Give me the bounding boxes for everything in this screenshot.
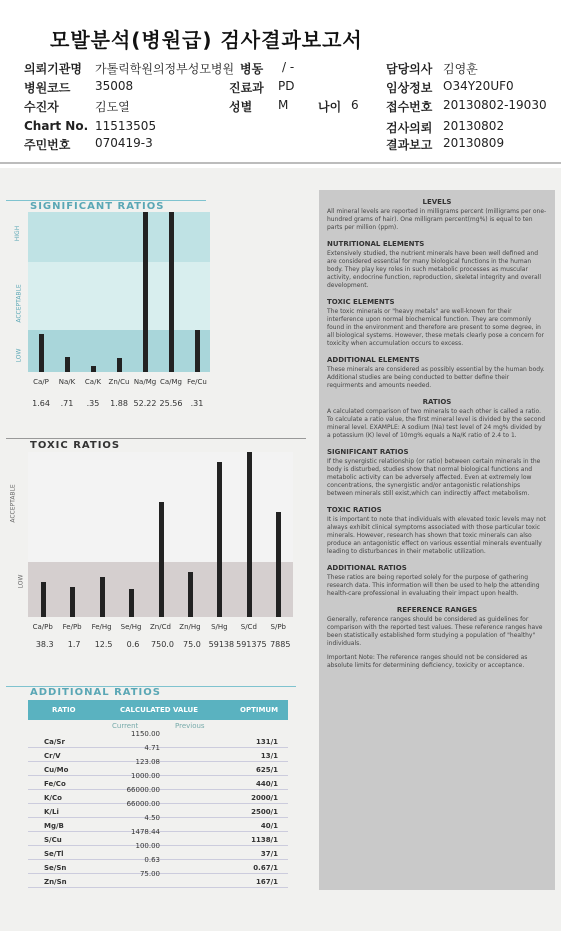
add-row-ratio-5: K/Li xyxy=(44,808,59,816)
sig-bar-na-mg xyxy=(143,212,148,372)
tox-bar-s-pb xyxy=(276,512,281,617)
tox-value-3: 0.6 xyxy=(126,640,140,649)
add-col-opt: OPTIMUM xyxy=(240,706,279,714)
tox-bar-s-cd xyxy=(247,452,252,617)
value-department: PD xyxy=(278,79,295,93)
add-row-opt-3: 440/1 xyxy=(255,780,278,788)
header-separator xyxy=(0,162,561,164)
value-receipt-no: 20130802-19030 xyxy=(443,98,547,112)
sig-value-1: .71 xyxy=(60,399,74,408)
tox-label-0: Ca/Pb xyxy=(32,623,53,631)
add-row-opt-6: 40/1 xyxy=(260,822,278,830)
tox-bar-zn-cd xyxy=(159,502,164,617)
sig-bar-ca-mg xyxy=(169,212,174,372)
add-row-value-10: 75.00 xyxy=(139,870,160,878)
sig-bar-zn-cu xyxy=(117,358,122,372)
sig-bar-na-k xyxy=(65,357,70,372)
add-row-value-1: 4.71 xyxy=(144,744,160,752)
add-row-opt-5: 2500/1 xyxy=(251,808,278,816)
value-doctor: 김영훈 xyxy=(443,62,478,76)
add-row-value-5: 66000.00 xyxy=(126,800,160,808)
label-receipt-no: 접수번호 xyxy=(386,100,433,114)
add-row-opt-7: 1138/1 xyxy=(251,836,278,844)
sig-value-3: 1.88 xyxy=(110,399,128,408)
label-age: 나이 xyxy=(318,100,342,114)
add-col-previous: Previous xyxy=(175,722,205,730)
page-title: 모발분석(병원급) 검사결과보고서 xyxy=(50,28,363,52)
add-col-calc: CALCULATED VALUE xyxy=(120,706,199,714)
tox-value-1: 1.7 xyxy=(67,640,81,649)
value-hospital-code: 35008 xyxy=(95,79,134,93)
tox-value-0: 38.3 xyxy=(35,640,54,649)
sig-label-6: Fe/Cu xyxy=(187,378,207,386)
add-col-ratio: RATIO xyxy=(52,706,76,714)
sig-bar-ca-k xyxy=(91,366,96,372)
tox-label-3: Se/Hg xyxy=(120,623,142,631)
label-hospital-code: 병원코드 xyxy=(24,81,71,95)
tox-value-2: 12.5 xyxy=(94,640,113,649)
add-row-opt-1: 13/1 xyxy=(260,752,278,760)
label-requesting-institution: 의뢰기관명 xyxy=(24,62,82,76)
tox-value-7: 591375 xyxy=(236,640,267,649)
add-row-divider xyxy=(28,887,288,888)
sig-label-0: Ca/P xyxy=(33,378,49,386)
value-age: 6 xyxy=(351,98,359,112)
info-text-0: All mineral levels are reported in milligrams percent (milligrams per one-hundred grams of hair). One milligram percent(mg%) is equal to ten parts per million (ppm). xyxy=(327,208,547,231)
add-row-ratio-4: K/Co xyxy=(44,794,62,802)
tox-label-7: S/Cd xyxy=(240,623,257,631)
info-text-4: A calculated comparison of two minerals to each other is called a ratio. To calculate a ratio value, the first mineral level is divided by the second mineral level. EXAMPLE: A sodium (Na) test level of 24 mg% divided by a potassium (K) level of 10mg% equals a Na/K ratio of 2.4 to 1. xyxy=(327,408,546,439)
sig-label-2: Ca/K xyxy=(84,378,102,386)
tox-ratios-title: TOXIC RATIOS xyxy=(30,440,121,451)
add-row-value-3: 1000.00 xyxy=(131,772,160,780)
add-row-value-6: 4.50 xyxy=(144,814,160,822)
add-row-value-7: 1478.44 xyxy=(131,828,160,836)
tox-label-4: Zn/Cd xyxy=(150,623,171,631)
add-row-opt-9: 0.67/1 xyxy=(253,864,278,872)
sig-value-6: .31 xyxy=(190,399,204,408)
sig-bar-fe-cu xyxy=(195,330,200,372)
add-row-ratio-9: Se/Sn xyxy=(44,864,67,872)
tox-bar-fe-pb xyxy=(70,587,75,617)
tox-value-4: 750.0 xyxy=(151,640,174,649)
add-row-value-4: 66000.00 xyxy=(126,786,160,794)
label-patient: 수진자 xyxy=(24,100,59,114)
value-chart-no: 11513505 xyxy=(95,119,157,133)
info-text-7: These ratios are being reported solely for the purpose of gathering research data. This information will then be used to help the attending health-care professional in evaluating their impact upon health. xyxy=(327,574,540,597)
add-row-ratio-2: Cu/Mo xyxy=(44,766,69,774)
label-result-report: 결과보고 xyxy=(386,138,433,152)
add-col-current: Current xyxy=(112,722,139,730)
info-text-8: Generally, reference ranges should be considered as guidelines for comparison with the reported test values. These reference ranges have been statistically established form studying a population of "healthy" individuals. xyxy=(327,616,543,647)
add-ratios-title: ADDITIONAL RATIOS xyxy=(30,687,161,698)
tox-value-6: 59138 xyxy=(208,640,235,649)
tox-value-labels xyxy=(28,640,303,652)
info-text-2: The toxic minerals or "heavy metals" are well-known for their interference upon normal biochemical function. They are commonly found in the environment and therefore are present to some degree, in all biological systems. However, these metals clearly pose a concern for toxicity when accumulation occurs to excess. xyxy=(327,308,544,347)
add-row-value-9: 0.63 xyxy=(144,856,160,864)
add-row-ratio-8: Se/Tl xyxy=(44,850,64,858)
tox-label-8: S/Pb xyxy=(270,623,286,631)
add-row-ratio-10: Zn/Sn xyxy=(44,878,67,886)
info-heading-7: ADDITIONAL RATIOS xyxy=(327,564,407,572)
label-ward: 병동 xyxy=(240,62,264,76)
sig-label-1: Na/K xyxy=(58,378,76,386)
label-doctor: 담당의사 xyxy=(386,62,433,76)
sig-zone-high: HIGH xyxy=(14,225,22,242)
info-heading-8: REFERENCE RANGES xyxy=(396,606,478,614)
label-chart-no: Chart No. xyxy=(24,119,89,133)
tox-bars xyxy=(28,452,293,617)
add-row-opt-4: 2000/1 xyxy=(251,794,278,802)
value-sex: M xyxy=(278,98,289,112)
tox-zone-acceptable: ACCEPTABLE xyxy=(9,484,17,523)
tox-value-5: 75.0 xyxy=(183,640,201,649)
add-row-ratio-1: Cr/V xyxy=(44,752,61,760)
label-resident-no: 주민번호 xyxy=(24,138,71,152)
tox-zone-low: LOW xyxy=(17,574,25,589)
tox-label-2: Fe/Hg xyxy=(91,623,112,631)
sig-value-2: .35 xyxy=(86,399,100,408)
sig-bar-ca-p xyxy=(39,334,44,372)
tox-label-6: S/Hg xyxy=(211,623,228,631)
tox-bar-s-hg xyxy=(217,462,222,617)
tox-category-labels xyxy=(28,623,293,637)
info-heading-0: LEVELS xyxy=(422,198,452,206)
label-department: 진료과 xyxy=(229,81,264,95)
sig-value-labels xyxy=(28,399,210,411)
add-row-ratio-7: S/Cu xyxy=(44,836,62,844)
add-row-value-0: 1150.00 xyxy=(131,730,160,738)
value-resident-no: 070419-3 xyxy=(95,136,153,150)
add-row-opt-10: 167/1 xyxy=(255,878,278,886)
sig-zone-low: LOW xyxy=(15,348,23,363)
info-text-5: If the synergistic relationship (or ratio) between certain minerals in the body is disturbed, studies show that normal biological functions and metabolic activity can be adversely affected. Even at extremely low concentrations, the synergistic and/or antagonistic relationships between minerals still exist,which can indirectly affect metabolism. xyxy=(327,458,541,497)
sig-value-0: 1.64 xyxy=(32,399,50,408)
info-panel xyxy=(319,190,555,890)
sig-label-3: Zn/Cu xyxy=(108,378,130,386)
sig-bars xyxy=(28,212,210,372)
info-heading-5: SIGNIFICANT RATIOS xyxy=(327,448,409,456)
sig-label-5: Ca/Mg xyxy=(159,378,183,386)
value-ward: / - xyxy=(282,60,295,74)
info-heading-3: ADDITIONAL ELEMENTS xyxy=(327,356,420,364)
tox-bar-zn-hg xyxy=(188,572,193,617)
add-row-value-2: 123.08 xyxy=(135,758,160,766)
tox-bar-ca-pb xyxy=(41,582,46,617)
add-row-opt-8: 37/1 xyxy=(260,850,278,858)
value-patient: 김도열 xyxy=(95,100,130,114)
value-test-requested: 20130802 xyxy=(443,119,505,133)
label-test-requested: 검사의뢰 xyxy=(386,121,433,135)
add-row-value-8: 100.00 xyxy=(135,842,160,850)
add-row-ratio-6: Mg/B xyxy=(44,822,64,830)
header-row-1 xyxy=(24,60,82,77)
info-text-3: These minerals are considered as possibly essential by the human body. Additional studies are being conducted to better define their requirments and amounts needed. xyxy=(327,366,545,389)
label-sex: 성별 xyxy=(229,100,253,114)
sig-ratios-title: SIGNIFICANT RATIOS xyxy=(30,201,165,212)
info-heading-1: NUTRITIONAL ELEMENTS xyxy=(327,240,425,248)
tox-bar-fe-hg xyxy=(100,577,105,617)
tox-label-5: Zn/Hg xyxy=(179,623,201,631)
info-text-6: It is important to note that individuals with elevated toxic levels may not always exhibit clinical symptoms associated with those particular toxic minerals. However, research has shown that toxic minerals can also produce an antagonistic effect on various essential minerals eventually leading to disturbances in their metabolic utilization. xyxy=(327,516,546,555)
value-clinical-info: O34Y20UF0 xyxy=(443,79,514,93)
label-clinical-info: 임상정보 xyxy=(386,81,433,95)
tox-value-8: 7885 xyxy=(270,640,291,649)
info-heading-4: RATIOS xyxy=(422,398,452,406)
sig-value-5: 25.56 xyxy=(159,399,183,408)
sig-category-labels xyxy=(28,378,210,392)
tox-label-1: Fe/Pb xyxy=(62,623,82,631)
tox-bar-se-hg xyxy=(129,589,134,617)
add-row-opt-2: 625/1 xyxy=(255,766,278,774)
add-ratios-table xyxy=(28,730,298,890)
sig-value-4: 52.22 xyxy=(133,399,157,408)
info-text-1: Extensively studied, the nutrient minerals have been well defined and are considered essential for many biological functions in the human body. They play key roles in such metabolic processes as muscular activity, endocrine function, reproduction, skeletal integrity and overall development. xyxy=(327,250,542,289)
add-row-opt-0: 131/1 xyxy=(255,738,278,746)
add-row-ratio-0: Ca/Sr xyxy=(44,738,65,746)
info-heading-6: TOXIC RATIOS xyxy=(327,506,382,514)
sig-label-4: Na/Mg xyxy=(133,378,157,386)
value-result-report: 20130809 xyxy=(443,136,505,150)
info-heading-2: TOXIC ELEMENTS xyxy=(327,298,395,306)
add-row-ratio-3: Fe/Co xyxy=(44,780,66,788)
sig-zone-acceptable: ACCEPTABLE xyxy=(15,284,23,323)
value-requesting-institution: 가톨릭학원의정부성모병원 xyxy=(95,62,235,76)
info-text-9: Important Note: The reference ranges should not be considered as absolute limits for determining deficiency, toxicity or acceptance. xyxy=(327,654,528,669)
